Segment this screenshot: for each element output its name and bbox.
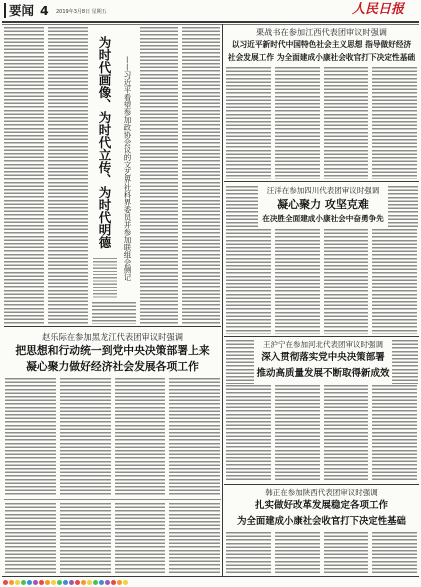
article-kicker: 赵乐际在参加黑龙江代表团审议时强调 <box>41 332 184 342</box>
section-label: 要闻 <box>4 3 34 18</box>
byline-text <box>93 258 117 298</box>
article-body <box>226 532 417 575</box>
body-text-column <box>275 229 320 334</box>
body-text-column <box>169 503 220 574</box>
body-text-column <box>48 27 88 324</box>
article-headline-line: 推动高质量发展不断取得新成效 <box>256 368 390 379</box>
body-text-column <box>324 67 369 179</box>
section-rule <box>224 484 419 485</box>
color-dot <box>27 580 32 585</box>
body-text-column <box>372 385 417 482</box>
article-body <box>226 385 417 482</box>
color-dot <box>21 580 26 585</box>
section-rule <box>224 336 419 337</box>
body-text-column <box>5 378 56 496</box>
color-dot <box>123 580 128 585</box>
body-text-column <box>275 532 320 575</box>
article-body <box>5 378 220 496</box>
body-text-column <box>324 385 369 482</box>
color-dot <box>15 580 20 585</box>
feature-subtitle: ——习近平看望参加政协会议的文艺界社科界委员并参加联组会侧记 <box>123 56 132 281</box>
article-headline-line: 深入贯彻落实党中央决策部署 <box>261 352 385 363</box>
body-text-column <box>115 503 166 574</box>
body-text-column <box>60 503 111 574</box>
color-dot <box>33 580 38 585</box>
section-rule <box>4 499 221 500</box>
color-dot <box>57 580 62 585</box>
color-dot <box>105 580 110 585</box>
color-dot <box>39 580 44 585</box>
color-dot <box>81 580 86 585</box>
masthead-rule-thin <box>2 24 419 25</box>
footer-rule <box>2 576 419 577</box>
feature-headline: 为时代画像、为时代立传、为时代明德 <box>97 36 112 249</box>
color-dot <box>45 580 50 585</box>
article-headline-line: 凝心聚力 攻坚克难 <box>277 198 369 211</box>
color-dot <box>87 580 92 585</box>
body-text-column <box>92 302 136 324</box>
color-dot <box>75 580 80 585</box>
article-body-continued <box>5 503 220 574</box>
body-text-column <box>60 378 111 496</box>
article-headline-line: 社会发展工作 为全面建成小康社会收官打下决定性基础 <box>227 53 416 62</box>
body-text-column <box>324 532 369 575</box>
column-divider <box>222 24 223 576</box>
newspaper-logo: 人民日报 <box>352 2 405 17</box>
feature-body-right <box>140 27 220 324</box>
body-text-column <box>226 385 271 482</box>
color-dot <box>63 580 68 585</box>
body-text-column <box>372 67 417 179</box>
color-dot <box>51 580 56 585</box>
article-kicker: 汪洋在参加四川代表团审议时强调 <box>266 186 380 195</box>
body-text-column <box>275 67 320 179</box>
color-dot <box>69 580 74 585</box>
page-number: 4 <box>40 3 49 18</box>
color-dot <box>93 580 98 585</box>
body-text-column <box>226 186 258 228</box>
body-text-column <box>372 532 417 575</box>
color-dot <box>3 580 8 585</box>
article-headline-line: 以习近平新时代中国特色社会主义思想 指导做好经济 <box>231 40 412 49</box>
feature-body-left <box>4 27 88 324</box>
section-rule <box>224 181 419 182</box>
color-dot <box>9 580 14 585</box>
article-headline-line: 把思想和行动统一到党中央决策部署上来 <box>15 344 210 357</box>
body-text-column <box>226 67 271 179</box>
article-body <box>226 229 417 334</box>
color-dot <box>99 580 104 585</box>
body-text-column <box>226 532 271 575</box>
body-text-column <box>169 378 220 496</box>
article-headline-line: 在决胜全面建成小康社会中奋勇争先 <box>262 214 384 223</box>
article-kicker: 王沪宁在参加河北代表团审议时强调 <box>263 340 383 349</box>
body-text-column <box>5 503 56 574</box>
body-text-column <box>372 229 417 334</box>
body-text-column <box>226 229 271 334</box>
article-headline-line: 为全面建成小康社会收官打下决定性基础 <box>237 516 406 527</box>
body-text-column <box>226 340 254 384</box>
masthead-rule <box>2 21 419 23</box>
body-text-column <box>324 229 369 334</box>
body-text-column <box>140 27 178 324</box>
color-dot-strip <box>3 580 128 585</box>
body-text-column <box>388 186 418 228</box>
issue-date: 2019年3月8日 星期五 <box>56 9 107 15</box>
article-headline-line: 凝心聚力做好经济社会发展各项工作 <box>26 360 199 373</box>
section-rule <box>4 326 221 327</box>
article-kicker: 韩正在参加陕西代表团审议时强调 <box>265 488 378 497</box>
body-text-column <box>275 385 320 482</box>
body-text-column <box>182 27 220 324</box>
body-text-column <box>4 27 44 324</box>
body-text-column <box>115 378 166 496</box>
article-body <box>226 67 417 179</box>
article-kicker: 栗战书在参加江西代表团审议时强调 <box>255 27 387 37</box>
body-text-column <box>392 340 418 384</box>
article-headline-line: 扎实做好改革发展稳定各项工作 <box>254 500 388 511</box>
color-dot <box>111 580 116 585</box>
color-dot <box>117 580 122 585</box>
